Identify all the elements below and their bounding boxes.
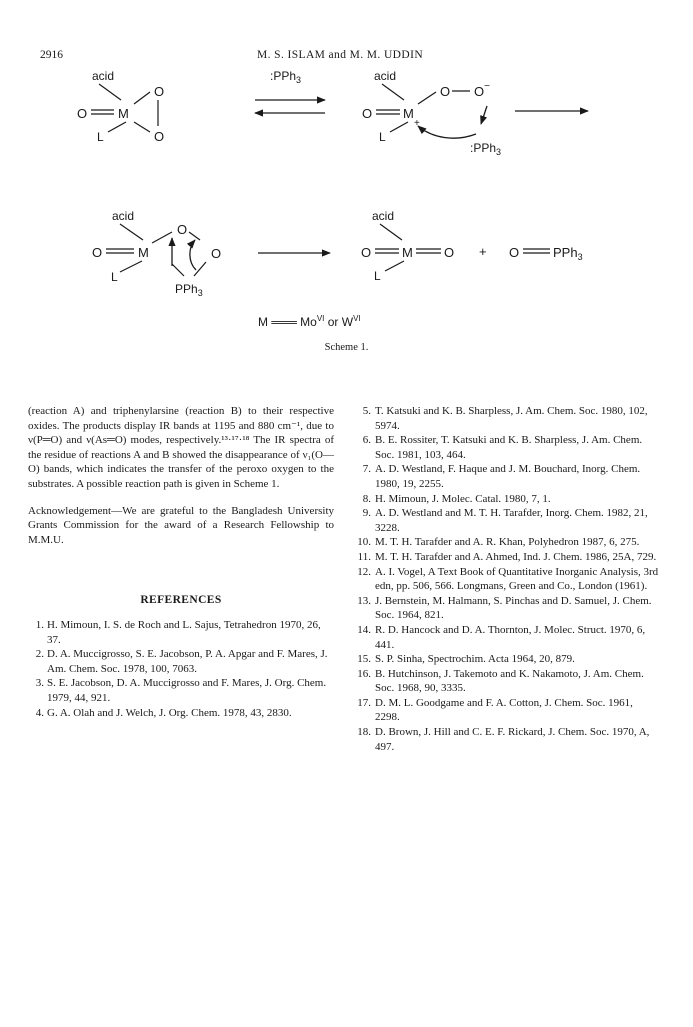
oxo-atom: O [444, 245, 455, 260]
phosphine-intermediate [362, 69, 501, 157]
peroxo-oxygen: O [440, 84, 451, 99]
reference-item: 18. D. Brown, J. Hill and C. E. F. Rickard, J. Chem. Soc. 1970, A, 497. [357, 726, 650, 753]
terminal-oxygen: O [211, 246, 222, 261]
oxo-atom: O [362, 106, 373, 121]
left-column [28, 404, 334, 720]
body-paragraph: (reaction A) and triphenylarsine (reaction B) to their respective oxides. The products display IR bands at 1195 and 880 cm⁻¹, due to ν(P═O) and ν(As═O) modes, respectively.¹³·¹⁷·¹⁸ The IR spectra of the residue of reactions A and B showed the disappearance of ν₁(O—O) bands, which indicates the transfer of the peroxo oxygen to the substrates. A possible reaction path is given in Scheme 1. [28, 405, 334, 490]
ligand-label: L [97, 130, 104, 144]
ligand-label: L [374, 269, 381, 283]
running-head: M. S. ISLAM and M. M. UDDIN [256, 49, 424, 61]
reference-item: 2. D. A. Muccigrosso, S. E. Jacobson, P. A. Apgar and F. Mares, J. Am. Chem. Soc. 1978, 100, 7063. [35, 648, 328, 675]
metal-definition: M ═══ $Mo^{VI}$ or $W^{VI}$ [258, 314, 361, 329]
ligand-label: L [111, 270, 118, 284]
metal-atom: M [138, 245, 149, 260]
transition-state [92, 209, 221, 298]
acid-label: acid [374, 69, 397, 83]
acknowledgement: Acknowledgement—We are grateful to the Bangladesh University Grants Commission for the award of a Research Fellowship to M.M.U. [28, 504, 334, 546]
reference-item: 7. A. D. Westland, F. Haque and J. M. Bouchard, Inorg. Chem. 1980, 19, 2255. [362, 463, 641, 490]
products [361, 209, 583, 283]
reference-item: 17. D. M. L. Goodgame and F. A. Cotton, J. Chem. Soc. 1961, 2298. [357, 696, 633, 724]
reference-item: 15. S. P. Sinha, Spectrochim. Acta 1964, 20, 879. [357, 653, 575, 666]
acid-label: acid [92, 69, 115, 83]
reference-item: 3. S. E. Jacobson, D. A. Muccigrosso and F. Mares, J. Org. Chem. 1979, 44, 921. [35, 677, 327, 704]
peroxo-complex [77, 69, 164, 144]
scheme-caption: Scheme 1. [324, 342, 369, 353]
equilibrium-arrows [255, 69, 325, 113]
plus-sign: + [479, 244, 487, 259]
right-column [353, 404, 659, 754]
metal-atom: M [403, 106, 414, 121]
references-heading: REFERENCES [140, 594, 222, 607]
reference-item: 12. A. I. Vogel, A Text Book of Quantitative Inorganic Analysis, 3rd edn, pp. 506, 566. Longmans, Green and Co., London (1961). [357, 565, 659, 593]
anionic-oxygen: O− [474, 81, 490, 99]
bridging-oxygen: O [177, 222, 188, 237]
oxo-atom: O [92, 245, 103, 260]
page-number: 2916 [40, 49, 63, 61]
acid-label: acid [372, 209, 395, 223]
oxygen-atom: O [509, 245, 520, 260]
reference-item: 1. H. Mimoun, I. S. de Roch and L. Sajus, Tetrahedron 1970, 26, 37. [35, 618, 321, 646]
reference-item: 13. J. Bernstein, M. Halmann, S. Pinchas and D. Samuel, J. Chem. Soc. 1964, 821. [357, 594, 652, 622]
reference-item: 11. M. T. H. Tarafder and A. Ahmed, Ind. J. Chem. 1986, 25A, 729. [357, 550, 657, 563]
metal-atom: M [402, 245, 413, 260]
oxo-atom: O [77, 106, 88, 121]
reaction-scheme [0, 0, 693, 360]
reference-item: 5. T. Katsuki and K. B. Sharpless, J. Am. Chem. Soc. 1980, 102, 5974. [362, 405, 648, 432]
peroxo-oxygen-bottom: O [154, 129, 165, 144]
reference-list [353, 404, 659, 754]
peroxo-oxygen-top: O [154, 84, 165, 99]
metal-atom: M [118, 106, 129, 121]
reference-item: 8. H. Mimoun, J. Molec. Catal. 1980, 7, 1. [362, 492, 551, 505]
reference-item: 4. G. A. Olah and J. Welch, J. Org. Chem. 1978, 43, 2830. [35, 706, 292, 719]
reference-item: 16. B. Hutchinson, J. Takemoto and K. Nakamoto, J. Am. Chem. Soc. 1968, 90, 3335. [357, 667, 644, 695]
reference-item: 6. B. E. Rossiter, T. Katsuki and K. B. Sharpless, J. Am. Chem. Soc. 1981, 103, 464. [362, 434, 643, 461]
phosphine-label: :PPh$_3$ [470, 141, 502, 157]
phosphine-oxide-label: PPh$_3$ [553, 245, 583, 262]
reagent-label: :PPh$_3$ [270, 69, 302, 85]
positive-charge: + [414, 118, 420, 129]
phosphine-label: PPh$_3$ [175, 282, 203, 298]
acid-label: acid [112, 209, 135, 223]
reference-item: 14. R. D. Hancock and D. A. Thornton, J. Molec. Struct. 1970, 6, 441. [357, 623, 646, 651]
oxo-atom: O [361, 245, 372, 260]
ligand-label: L [379, 130, 386, 144]
reference-list [28, 618, 334, 720]
reference-item: 10. M. T. H. Tarafder and A. R. Khan, Polyhedron 1987, 6, 275. [357, 536, 640, 549]
reference-item: 9. A. D. Westland and M. T. H. Tarafder, Inorg. Chem. 1982, 21, 3228. [362, 507, 648, 534]
